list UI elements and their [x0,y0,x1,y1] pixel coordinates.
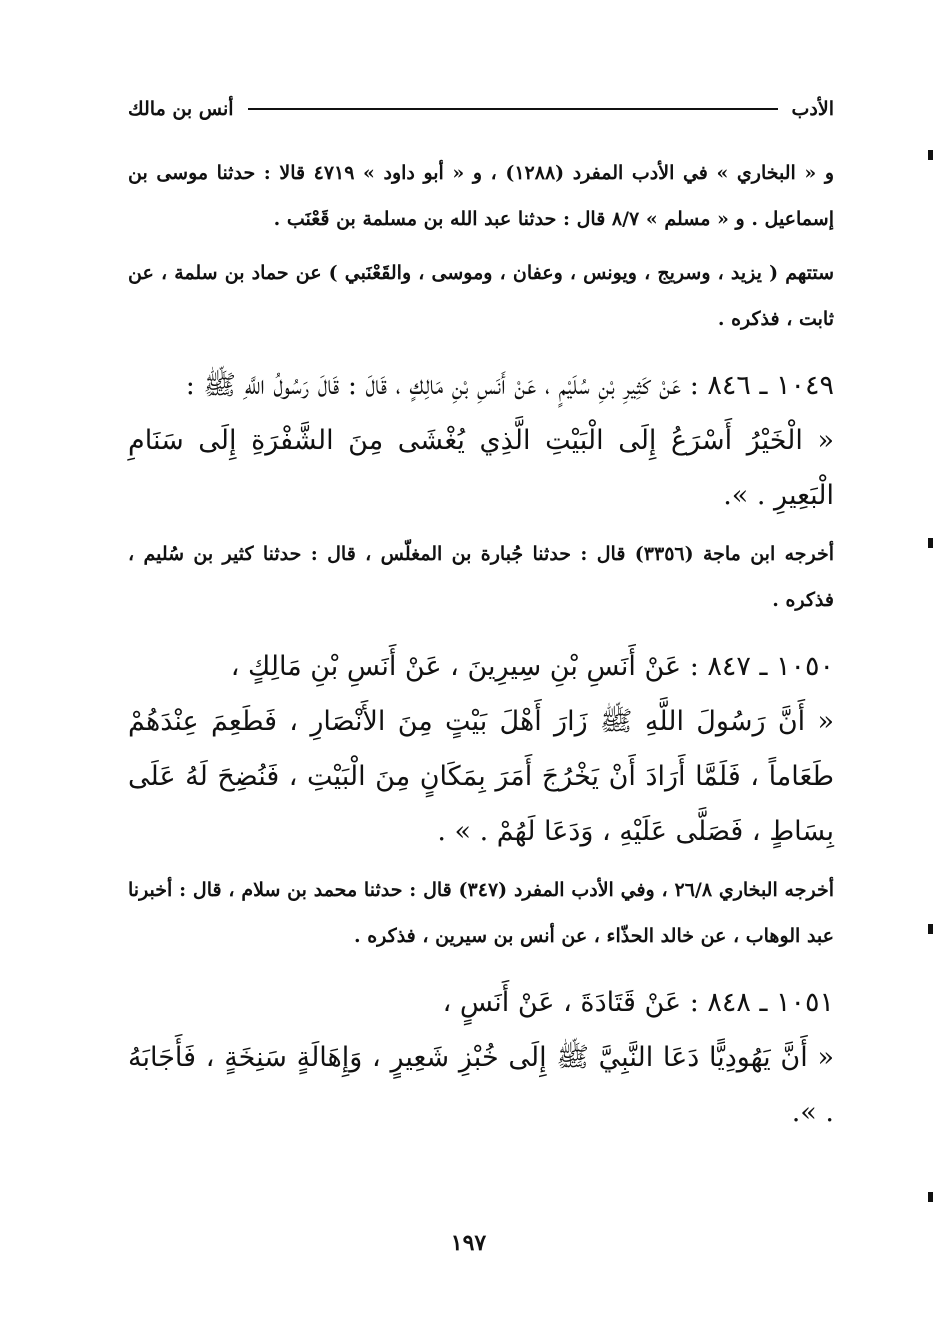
takhrij-note: أخرجه ابن ماجة (٣٣٥٦) قال : حدثنا جُبارة بن المغلّس ، قال : حدثنا كثير بن سُليم ، فذكره . [128,543,835,611]
page-body [128,150,834,1140]
page-number: ١٩٧ [450,1230,487,1256]
margin-mark [928,538,933,548]
takhrij-note: و « البخاري » في الأدب المفرد (١٢٨٨) ، و « أبو داود » ٤٧١٩ قالا : حدثنا موسى بن إسماعيل . و « مسلم » ٨/٧ قال : حدثنا عبد الله بن مسلمة بن قَعْنَب . [128,162,835,230]
hadith-isnad: ١٠٤٩ ـ ٨٤٦ : عَنْ كَثِيرِ بْنِ سُلَيْمٍ ، عَنْ أَنَسِ بْنِ مَالِكٍ ، قَالَ : قَالَ رَسُولُ اللَّهِ ﷺ : [185,370,834,401]
hadith-isnad: ١٠٥٠ ـ ٨٤٧ : عَنْ أَنَسِ بْنِ سِيرِينَ ، عَنْ أَنَسِ بْنِ مَالِكٍ ، [230,651,834,682]
takhrij-note: أخرجه البخاري ٢٦/٨ ، وفي الأدب المفرد (٣٤٧) قال : حدثنا محمد بن سلام ، قال : أخبرنا عبد الوهاب ، عن خالد الحذّاء ، عن أنس بن سيرين ، فذكره . [128,879,834,947]
header-chapter-title: الأدب [791,98,834,120]
header-rule [248,108,778,110]
hadith-isnad: ١٠٥١ ـ ٨٤٨ : عَنْ قَتَادَةَ ، عَنْ أَنَسٍ ، [442,987,834,1018]
hadith-matn: « أَنَّ يَهُودِيًّا دَعَا النَّبِيَّ ﷺ إِلَى خُبْزِ شَعِيرٍ ، وَإِهَالَةٍ سَنِخَةٍ ، فَأَجَابَهُ . ». [128,1042,834,1128]
margin-mark [928,1192,933,1202]
margin-mark [928,150,933,160]
header-companion-name: أنس بن مالك [128,98,234,120]
running-header [128,92,834,126]
takhrij-note: ستتهم ( يزيد ، وسريج ، ويونس ، وعفان ، وموسى ، والقَعْنَبي ) عن حماد بن سلمة ، عن ثابت ، فذكره . [128,262,834,330]
hadith-matn: « أَنَّ رَسُولَ اللَّهِ ﷺ زَارَ أَهْلَ بَيْتٍ مِنَ الأَنْصَارِ ، فَطَعِمَ عِنْدَهُمْ طَعَاماً ، فَلَمَّا أَرَادَ أَنْ يَخْرُجَ أَمَرَ بِمَكَانٍ مِنَ الْبَيْتِ ، فَنُضِحَ لَهُ عَلَى بِسَاطٍ ، فَصَلَّى عَلَيْهِ ، وَدَعَا لَهُمْ . » . [128,706,834,847]
margin-mark [928,924,933,934]
hadith-matn: « الْخَيْرُ أَسْرَعُ إِلَى الْبَيْتِ الَّذِي يُغْشَى مِنَ الشَّفْرَةِ إِلَى سَنَامِ الْبَعِيرِ . ». [128,425,834,511]
